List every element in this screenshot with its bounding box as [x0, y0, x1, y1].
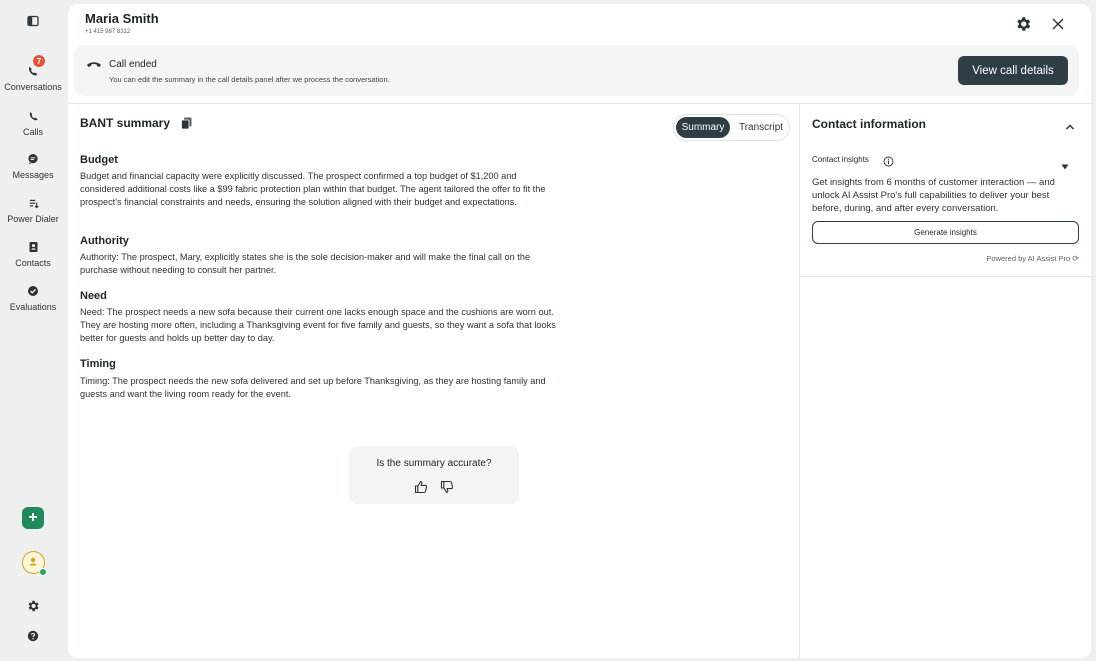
divider [68, 103, 1091, 104]
left-sidebar [0, 0, 66, 661]
budget-text: Budget and financial capacity were explicitly discussed. The prospect confirmed a top budget of $1,200 and considered additional costs like a $99 fabric protection plan within that budget. The agent tailored the offer to fit the prospect's financial constraints and needs, ensuring the solution aligned with their budget and expectations. [80, 171, 546, 208]
sidebar-item-contacts[interactable] [0, 240, 66, 268]
unread-badge: 7 [33, 55, 45, 67]
gear-icon[interactable] [1014, 15, 1032, 33]
power-dialer-icon [26, 196, 40, 210]
phone-icon [26, 109, 40, 123]
sidebar-item-evaluations[interactable] [0, 284, 66, 312]
generate-insights-button[interactable]: Generate insights [812, 221, 1079, 244]
divider [800, 276, 1091, 277]
message-icon [26, 152, 40, 166]
copy-icon[interactable] [180, 116, 193, 130]
sidebar-item-messages[interactable] [0, 152, 66, 180]
sidebar-item-label: Calls [22, 127, 43, 137]
summary-transcript-toggle [673, 114, 790, 141]
contact-phone: +1 415 987 8312 [85, 29, 131, 35]
thumbs-down-icon[interactable] [440, 480, 454, 494]
sidebar-toggle-icon[interactable] [26, 14, 40, 28]
thumbs-up-icon[interactable] [414, 480, 428, 494]
powered-by-text [812, 254, 1079, 263]
conversations-icon [26, 56, 42, 78]
authority-text: Authority: The prospect, Mary, explicitly states she is the sole decision-maker and will make the final call on the purchase without needing to consult her partner. [80, 252, 531, 276]
contact-information-title: Contact information [812, 117, 926, 131]
budget-heading: Budget [80, 154, 118, 166]
view-call-details-button[interactable]: View call details [958, 56, 1068, 85]
avatar[interactable] [22, 551, 45, 574]
info-icon[interactable] [883, 154, 894, 165]
sidebar-item-label: Conversations [4, 82, 62, 92]
feedback-question: Is the summary accurate? [376, 458, 492, 469]
new-conversation-button[interactable]: + [22, 507, 44, 529]
insights-description: Get insights from 6 months of customer interaction — and unlock AI Assist Pro's full capabilities to deliver your best before, during, and after every conversation. [812, 177, 1055, 214]
sidebar-item-label: Contacts [15, 258, 51, 268]
authority-heading: Authority [80, 235, 129, 247]
chevron-up-icon[interactable] [1064, 119, 1076, 129]
timing-text: Timing: The prospect needs the new sofa delivered and set up before Thanksgiving, as they are hosting family and guests and want the living room ready for the event. [80, 376, 546, 400]
status-indicator [39, 568, 47, 576]
need-heading: Need [80, 290, 107, 302]
sidebar-item-power-dialer[interactable] [0, 196, 66, 224]
close-icon[interactable] [1051, 17, 1065, 31]
timing-heading: Timing [80, 358, 116, 370]
main-panel [68, 4, 1091, 658]
gear-icon[interactable] [26, 599, 40, 613]
tab-summary[interactable]: Summary [676, 117, 730, 138]
contact-insights-label: Contact insights [812, 155, 869, 164]
sidebar-item-label: Power Dialer [7, 214, 59, 224]
tab-transcript[interactable]: Transcript [738, 122, 784, 133]
contacts-icon [26, 240, 40, 254]
summary-feedback [349, 446, 519, 504]
banner-title: Call ended [109, 59, 157, 70]
evaluations-icon [26, 284, 40, 298]
help-icon[interactable] [26, 629, 40, 643]
call-ended-banner [74, 45, 1079, 96]
contact-name: Maria Smith [85, 11, 159, 26]
summary-title: BANT summary [80, 116, 171, 130]
external-link-icon[interactable]: ⟳ [1072, 254, 1079, 263]
need-text: Need: The prospect needs a new sofa because their current one lacks enough space and the cushions are worn out. They are hosting more often, including a Thanksgiving event for five family and guests, so they want a sofa that looks better for guests and holds up better day to day. [80, 307, 556, 344]
powered-by-label: Powered by AI Assist Pro [986, 254, 1071, 263]
divider [799, 103, 800, 658]
sidebar-item-calls[interactable] [0, 109, 66, 137]
hang-up-icon [86, 58, 102, 70]
caret-down-icon[interactable] [1061, 157, 1069, 163]
sidebar-item-label: Messages [12, 170, 54, 180]
sidebar-item-conversations[interactable] [0, 56, 66, 92]
banner-subtitle: You can edit the summary in the call details panel after we process the conversation. [109, 75, 390, 84]
sidebar-item-label: Evaluations [9, 302, 57, 312]
